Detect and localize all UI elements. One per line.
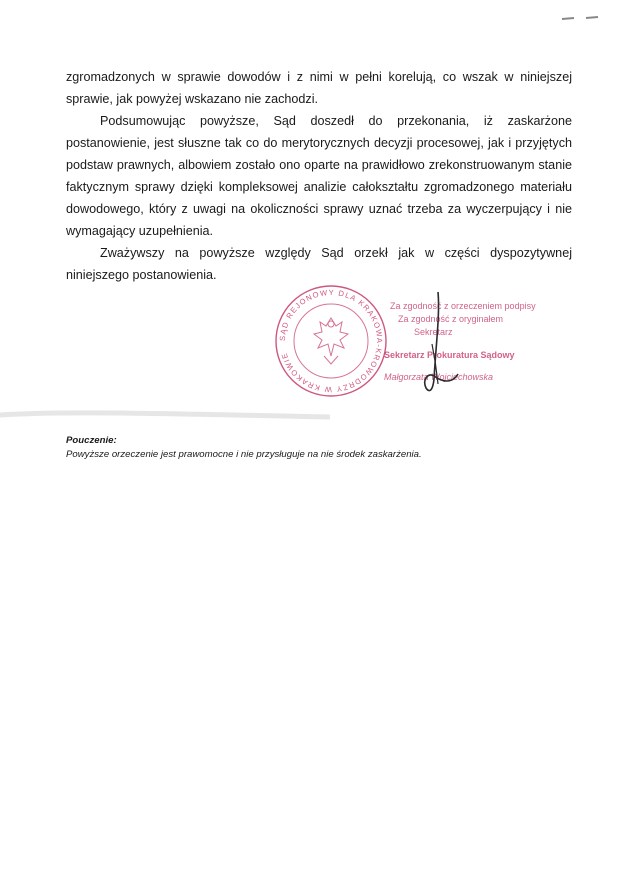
handwritten-signature <box>412 284 522 404</box>
stamp-line-1: Za zgodność z orzeczeniem podpisy <box>390 301 536 311</box>
instruction-block <box>66 435 422 460</box>
stamp-line-2: Za zgodność z oryginałem <box>398 314 504 324</box>
instruction-title: Pouczenie: <box>66 435 117 446</box>
stamp-line-5: Małgorzata Wojciechowska <box>384 372 494 382</box>
scan-mark-icon <box>560 15 600 21</box>
stamp-line-3: Sekretarz <box>414 327 453 337</box>
paragraph-continuation: zgromadzonych w sprawie dowodów i z nimi w pełni korelują, co wszak w niniejszej sprawie, jak powyżej wskazano nie zachodzi. <box>66 70 572 106</box>
instruction-text: Powyższe orzeczenie jest prawomocne i nie przysługuje na nie środek zaskarżenia. <box>66 449 422 460</box>
stamp-line-4: Sekretarz Prokuratura Sądowy <box>384 350 515 360</box>
seal-text: SĄD REJONOWY DLA KRAKOWA-KROWODRZY W KRAKOWIE <box>277 287 385 395</box>
paragraph-summary: Podsumowując powyższe, Sąd doszedł do przekonania, iż zaskarżone postanowienie, jest słuszne tak co do merytorycznych decyzji procesowej, jak i przyjętych podstaw prawnych, albowiem zostało ono oparte na prawidłowo zrekonstruowanym stanie faktycznym sprawy dzięki kompleksowej analizie całokształtu zgromadzonego materiału dowodowego, który z uwagi na okoliczności sprawy uznać trzeba za wyczerpujący i nie wymagający uzupełnienia. <box>66 114 572 238</box>
scan-smudge <box>0 405 330 425</box>
paragraph-ruling: Zważywszy na powyższe względy Sąd orzekł jak w części dyspozytywnej niniejszego postanowienia. <box>66 246 572 282</box>
court-seal-icon <box>272 282 390 400</box>
